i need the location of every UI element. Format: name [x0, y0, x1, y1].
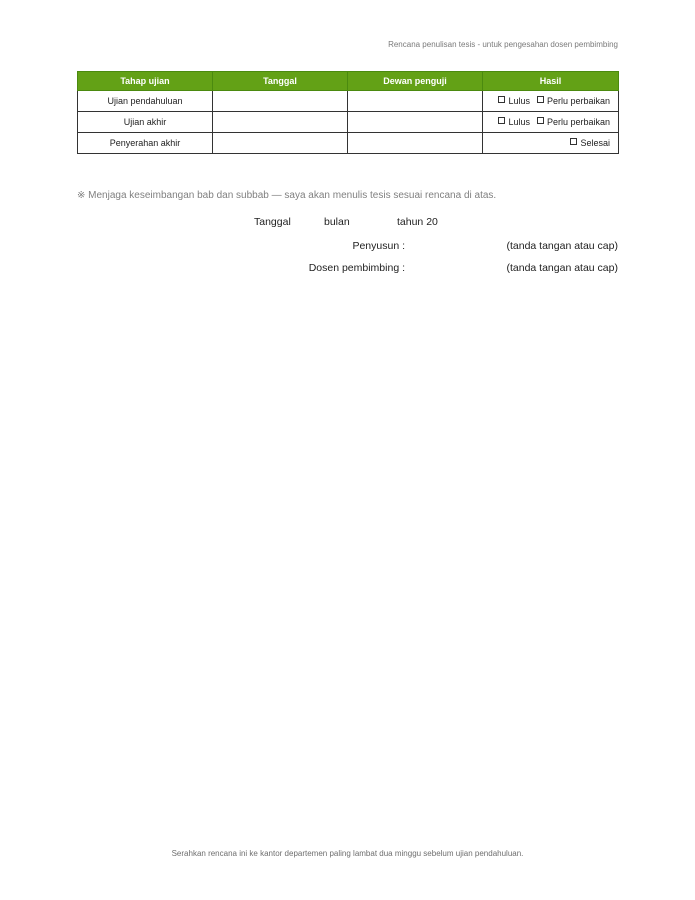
committee-cell[interactable]	[348, 91, 483, 112]
statement-note: ※ Menjaga keseimbangan bab dan subbab — saya akan menulis tesis sesuai rencana di atas.	[77, 190, 497, 201]
author-signature-label: Penyusun :	[352, 240, 405, 252]
column-header-result: Hasil	[483, 72, 619, 91]
result-option-pass[interactable]	[498, 117, 530, 127]
result-option-revise[interactable]	[537, 96, 610, 106]
stage-cell: Ujian akhir	[78, 112, 213, 133]
stage-cell: Ujian pendahuluan	[78, 91, 213, 112]
column-header-committee: Dewan penguji	[348, 72, 483, 91]
checkbox-icon	[498, 117, 505, 124]
stage-cell: Penyerahan akhir	[78, 133, 213, 154]
result-option-done[interactable]	[570, 138, 610, 148]
result-cell	[483, 112, 619, 133]
table-row	[78, 133, 619, 154]
date-cell[interactable]	[213, 133, 348, 154]
committee-cell[interactable]	[348, 133, 483, 154]
date-day-label: Tanggal	[254, 216, 291, 228]
result-option-pass[interactable]	[498, 96, 530, 106]
date-cell[interactable]	[213, 91, 348, 112]
result-option-revise[interactable]	[537, 117, 610, 127]
table-row	[78, 112, 619, 133]
checkbox-icon	[498, 96, 505, 103]
result-option-label: Selesai	[580, 138, 610, 148]
result-cell	[483, 133, 619, 154]
date-month-label: bulan	[324, 216, 350, 228]
date-year-label: tahun 20	[397, 216, 438, 228]
date-cell[interactable]	[213, 112, 348, 133]
header-note: Rencana penulisan tesis - untuk pengesahan dosen pembimbing	[388, 40, 618, 49]
exam-schedule-table	[77, 71, 619, 154]
result-option-label: Perlu perbaikan	[546, 117, 610, 127]
table-header-row	[78, 72, 619, 91]
table-row	[78, 91, 619, 112]
footer-note: Serahkan rencana ini ke kantor departemen paling lambat dua minggu sebelum ujian pendahuluan.	[171, 849, 524, 858]
column-header-date: Tanggal	[213, 72, 348, 91]
result-cell	[483, 91, 619, 112]
column-header-stage: Tahap ujian	[78, 72, 213, 91]
checkbox-icon	[570, 138, 577, 145]
committee-cell[interactable]	[348, 112, 483, 133]
result-option-label: Lulus	[508, 96, 530, 106]
advisor-signature-label: Dosen pembimbing :	[308, 262, 405, 274]
result-option-label: Perlu perbaikan	[546, 96, 610, 106]
advisor-signature-hint: (tanda tangan atau cap)	[506, 262, 618, 274]
author-signature-hint: (tanda tangan atau cap)	[506, 240, 618, 252]
result-option-label: Lulus	[508, 117, 530, 127]
checkbox-icon	[537, 117, 544, 124]
checkbox-icon	[537, 96, 544, 103]
